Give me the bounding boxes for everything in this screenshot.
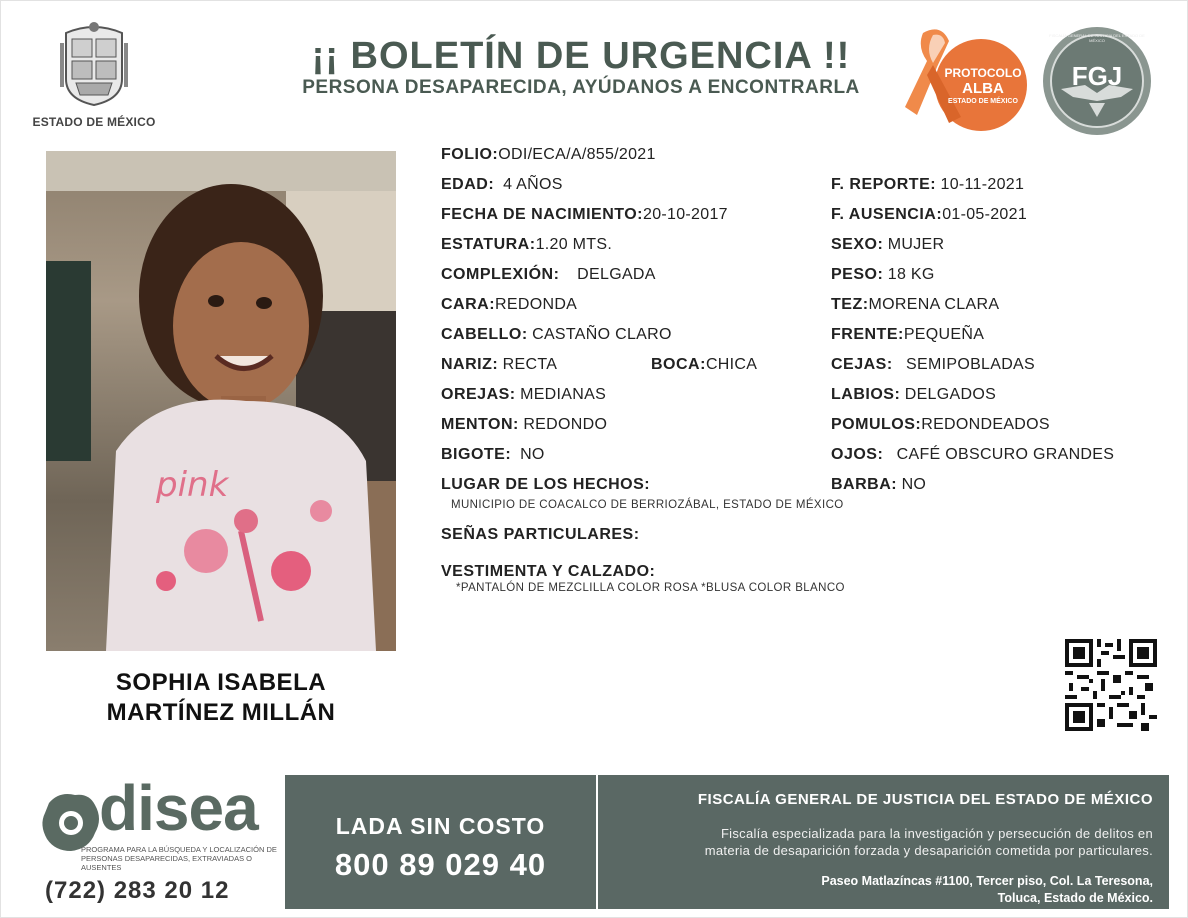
qr-code[interactable] <box>1065 639 1157 731</box>
odisea-wordmark: disea <box>99 772 258 844</box>
field-menton: MENTON: REDONDO <box>441 416 608 433</box>
protocolo-alba-logo <box>903 25 1031 133</box>
field-folio: FOLIO:ODI/ECA/A/855/2021 <box>441 146 656 163</box>
coat-of-arms-icon <box>54 19 134 109</box>
person-name-last: MARTÍNEZ MILLÁN <box>106 699 336 726</box>
field-lugar-hechos: LUGAR DE LOS HECHOS: <box>441 476 651 493</box>
field-vestimenta: VESTIMENTA Y CALZADO: <box>441 563 656 580</box>
fgj-logo-text: FGJ <box>1071 61 1123 91</box>
field-estatura: ESTATURA:1.20 MTS. <box>441 236 613 253</box>
field-frente: FRENTE:PEQUEÑA <box>831 326 985 343</box>
field-boca: BOCA:CHICA <box>651 356 758 373</box>
state-label: ESTADO DE MÉXICO <box>32 115 156 129</box>
field-fecha-nacimiento: FECHA DE NACIMIENTO:20-10-2017 <box>441 206 728 223</box>
field-senas-particulares: SEÑAS PARTICULARES: <box>441 526 640 543</box>
field-peso: PESO: 18 KG <box>831 266 935 283</box>
alba-text: PROTOCOLO ALBA ESTADO DE MÉXICO <box>944 66 1022 105</box>
field-complexion: COMPLEXIÓN: DELGADA <box>441 266 656 283</box>
fgj-seal <box>1041 25 1153 137</box>
lugar-hechos-value: MUNICIPIO DE COACALCO DE BERRIOZÁBAL, ESTADO DE MÉXICO <box>451 499 844 511</box>
field-sexo: SEXO: MUJER <box>831 236 945 253</box>
field-pomulos: POMULOS:REDONDEADOS <box>831 416 1050 433</box>
field-labios: LABIOS: DELGADOS <box>831 386 997 403</box>
footer-band <box>285 775 1169 909</box>
person-name-first: SOPHIA ISABELA <box>115 669 327 696</box>
field-f-ausencia: F. AUSENCIA:01-05-2021 <box>831 206 1028 223</box>
field-cejas: CEJAS: SEMIPOBLADAS <box>831 356 1036 373</box>
field-f-reporte: F. REPORTE: 10-11-2021 <box>831 176 1025 193</box>
field-barba: BARBA: NO <box>831 476 927 493</box>
field-tez: TEZ:MORENA CLARA <box>831 296 1000 313</box>
odisea-description: PROGRAMA PARA LA BÚSQUEDA Y LOCALIZACIÓN DE PERSONAS DESAPARECIDAS, EXTRAVIADAS O AUSENTES <box>81 845 277 872</box>
field-bigote: BIGOTE: NO <box>441 446 545 463</box>
fgj-description: Fiscalía especializada para la investigación y persecución de delitos en materia de desaparición forzada y desaparición cometida por particulares. <box>704 826 1153 858</box>
fgj-address: Paseo Matlazíncas #1100, Tercer piso, Col. La Teresona, Toluca, Estado de México. <box>821 874 1153 905</box>
child-photo-illustration <box>46 151 396 651</box>
bulletin-subtitle: PERSONA DESAPARECIDA, AYÚDANOS A ENCONTRARLA <box>302 77 860 98</box>
fgj-ring-text: FISCALÍA GENERAL DE JUSTICIA DEL ESTADO DE MÉXICO <box>1049 33 1145 43</box>
qr-code-icon <box>1065 639 1157 731</box>
field-cara: CARA:REDONDA <box>441 296 578 313</box>
lada-phone-number[interactable]: 800 89 029 40 <box>334 847 547 882</box>
odisea-phone[interactable]: (722) 283 20 12 <box>45 877 230 904</box>
field-cabello: CABELLO: CASTAÑO CLARO <box>441 326 672 343</box>
field-ojos: OJOS: CAFÉ OBSCURO GRANDES <box>831 446 1115 463</box>
field-edad: EDAD: 4 AÑOS <box>441 176 563 193</box>
field-orejas: OREJAS: MEDIANAS <box>441 386 607 403</box>
odisea-logo <box>37 772 277 905</box>
svg-text:pink: pink <box>156 465 229 505</box>
bulletin-title: ¡¡ BOLETÍN DE URGENCIA !! <box>311 35 851 77</box>
fgj-full-name: FISCALÍA GENERAL DE JUSTICIA DEL ESTADO DE MÉXICO <box>697 791 1153 808</box>
vestimenta-value: *PANTALÓN DE MEZCLILLA COLOR ROSA *BLUSA COLOR BLANCO <box>456 582 845 594</box>
field-nariz: NARIZ: RECTA <box>441 356 558 373</box>
estado-de-mexico-logo <box>29 19 159 129</box>
lada-label: LADA SIN COSTO <box>335 813 546 839</box>
missing-person-photo <box>46 151 396 651</box>
